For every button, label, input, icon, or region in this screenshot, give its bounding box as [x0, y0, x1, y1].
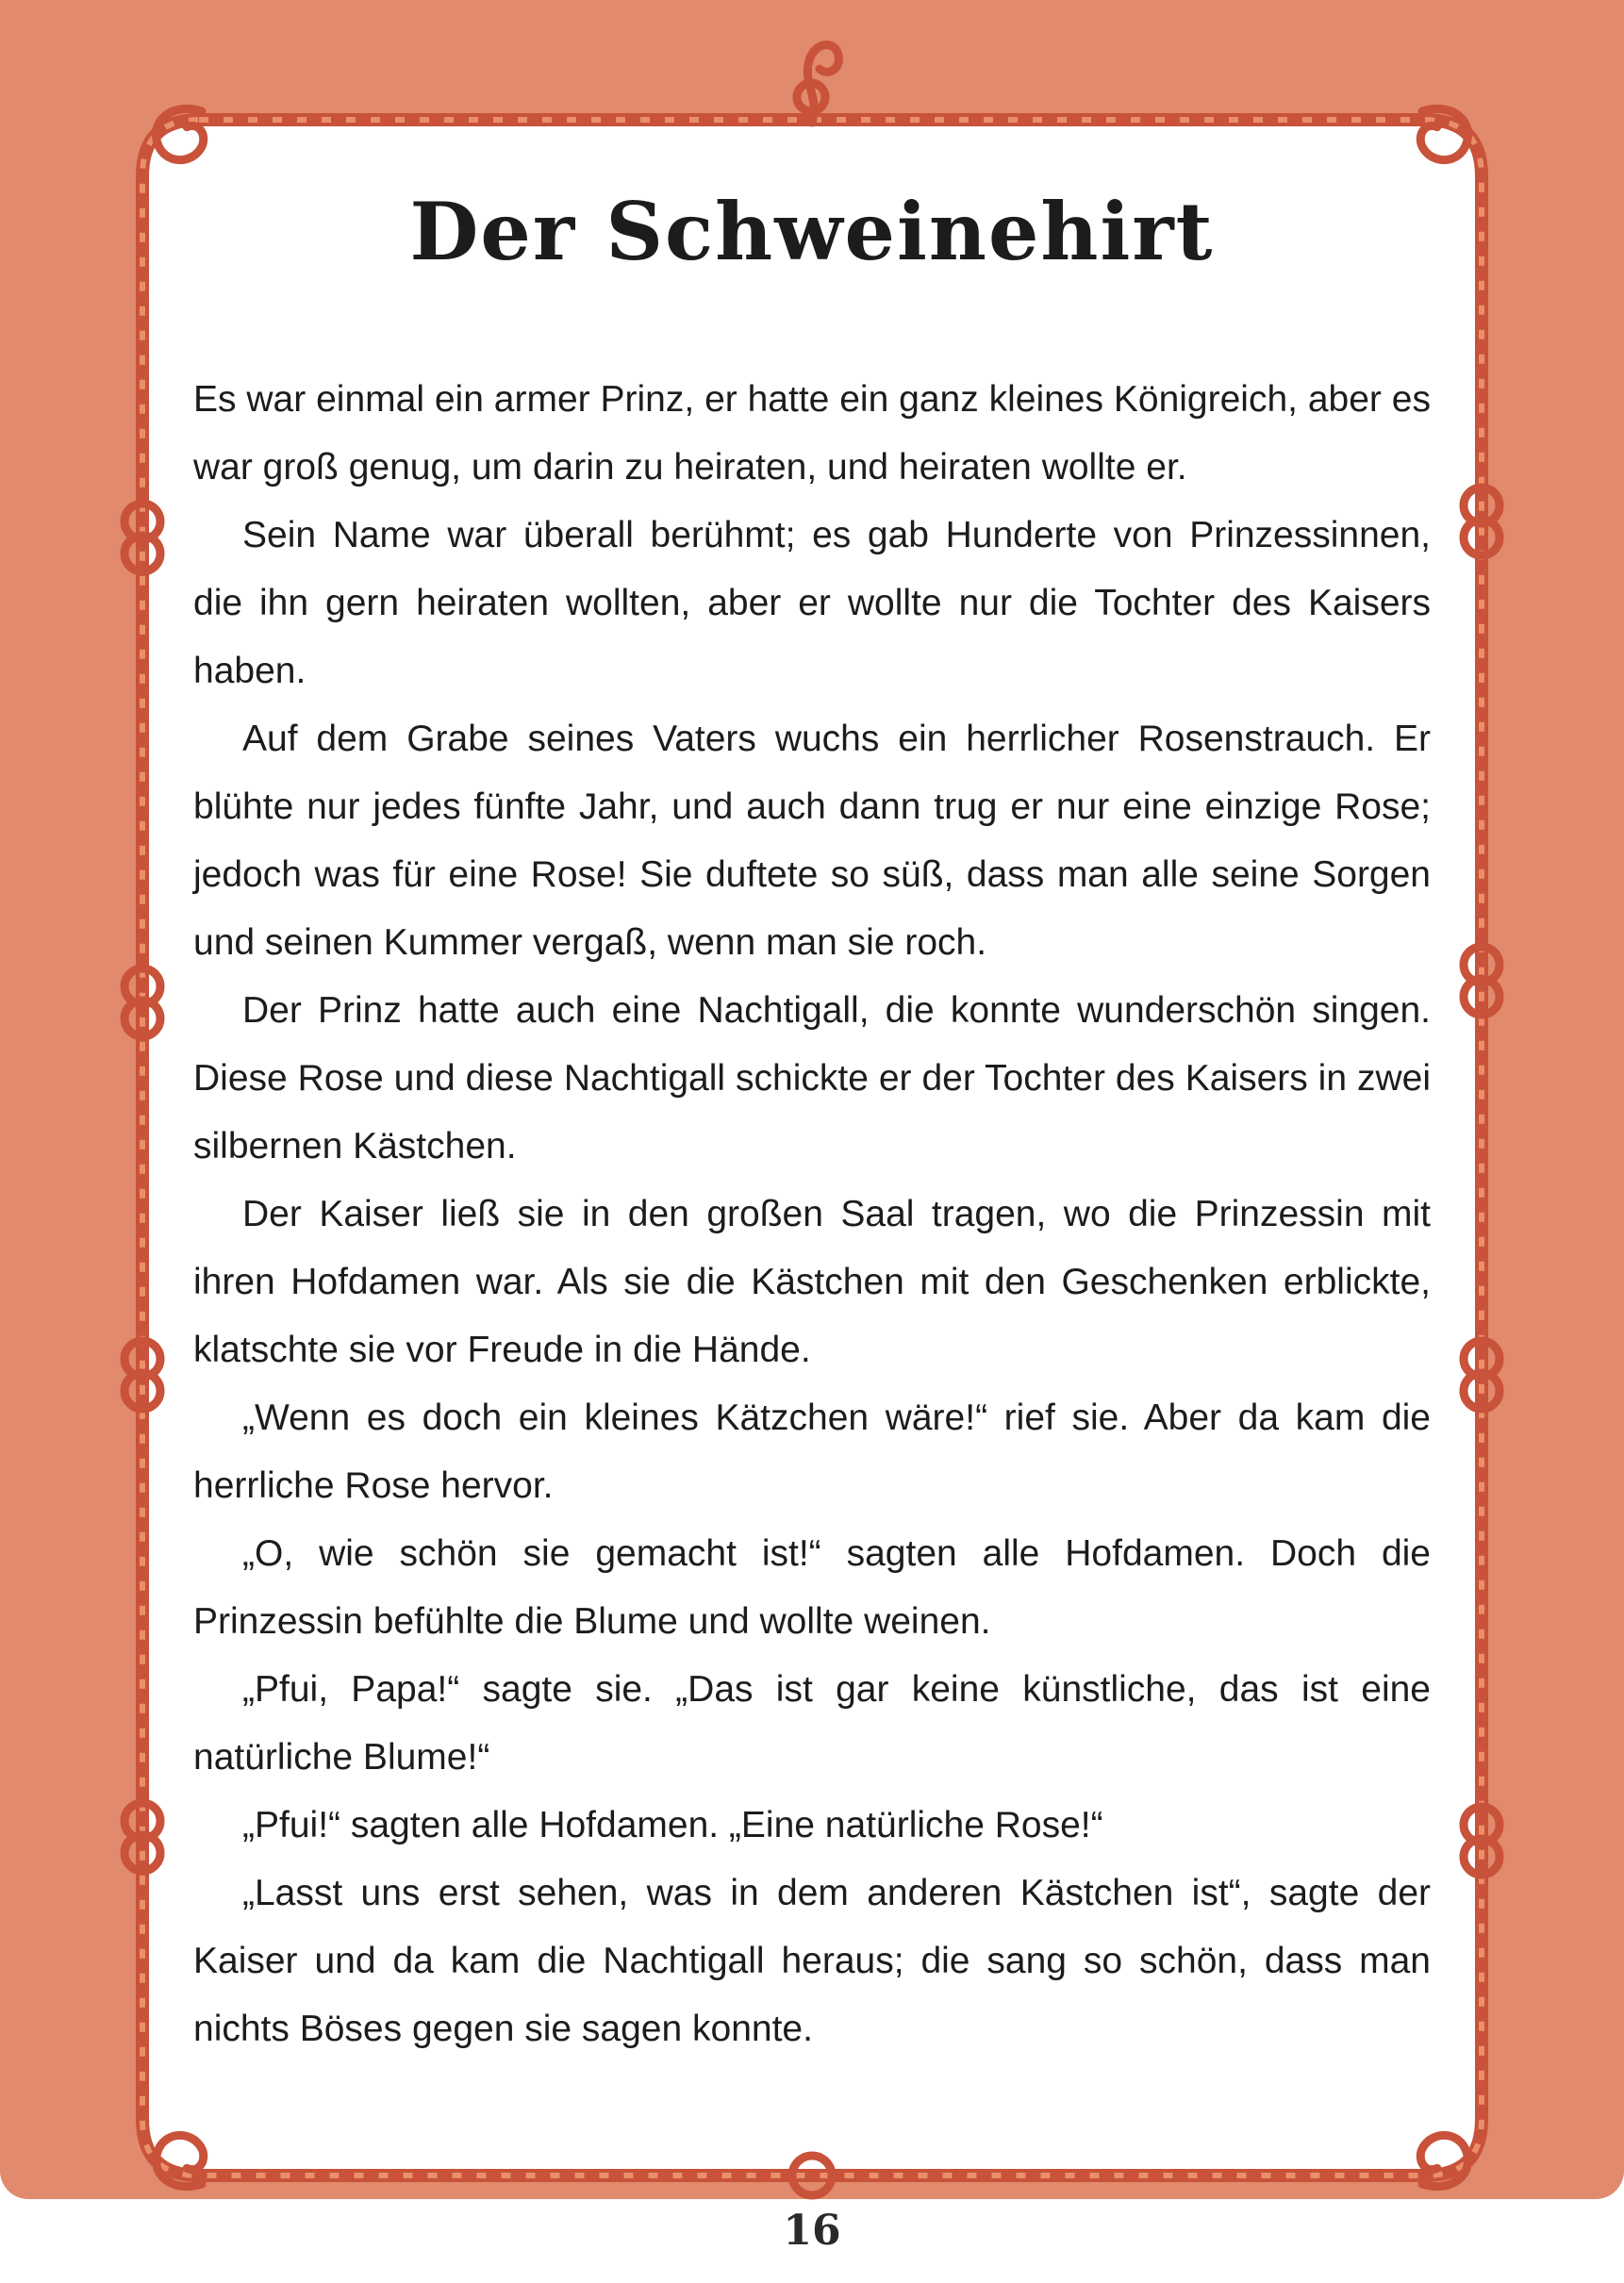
story-text — [193, 366, 1431, 2063]
story-paragraph: „Lasst uns erst sehen, was in dem anderen Kästchen ist“, sagte der Kaiser und da kam die Nachtigall heraus; die sang so schön, dass man nichts Böses gegen sie sagen konnte. — [193, 1873, 1431, 2049]
story-paragraph: „O, wie schön sie gemacht ist!“ sagten alle Hofdamen. Doch die Prinzessin befühlte die Blume und wollte weinen. — [193, 1533, 1431, 1642]
story-paragraph: Der Prinz hatte auch eine Nachtigall, die konnte wunderschön singen. Diese Rose und diese Nachtigall schickte er der Tochter des Kaisers in zwei silbernen Kästchen. — [193, 990, 1431, 1166]
story-paragraph: „Pfui, Papa!“ sagte sie. „Das ist gar keine künstliche, das ist eine natürliche Blume!“ — [193, 1669, 1431, 1778]
story-paragraph: Auf dem Grabe seines Vaters wuchs ein herrlicher Rosenstrauch. Er blühte nur jedes fünfte Jahr, und auch dann trug er nur eine einzige Rose; jedoch was für eine Rose! Sie duftete so süß, dass man alle seine Sorgen und seinen Kummer vergaß, wenn man sie roch. — [193, 719, 1431, 963]
story-title: Der Schweinehirt — [409, 185, 1215, 278]
story-paragraph: Sein Name war überall berühmt; es gab Hunderte von Prinzessinnen, die ihn gern heiraten wollten, aber er wollte nur die Tochter des Kaisers haben. — [193, 515, 1431, 691]
story-paragraph: „Wenn es doch ein kleines Kätzchen wäre!“ rief sie. Aber da kam die herrliche Rose hervor. — [193, 1398, 1431, 1506]
story-paragraph: „Pfui!“ sagten alle Hofdamen. „Eine natürliche Rose!“ — [242, 1805, 1103, 1845]
page-number: 16 — [783, 2207, 841, 2255]
story-paragraph: Es war einmal ein armer Prinz, er hatte ein ganz kleines Königreich, aber es war groß genug, um darin zu heiraten, und heiraten wollte er. — [193, 379, 1431, 488]
story-panel — [141, 119, 1483, 2176]
story-paragraph: Der Kaiser ließ sie in den großen Saal tragen, wo die Prinzessin mit ihren Hofdamen war. Als sie die Kästchen mit den Geschenken erblickte, klatschte sie vor Freude in die Hände. — [193, 1194, 1431, 1370]
